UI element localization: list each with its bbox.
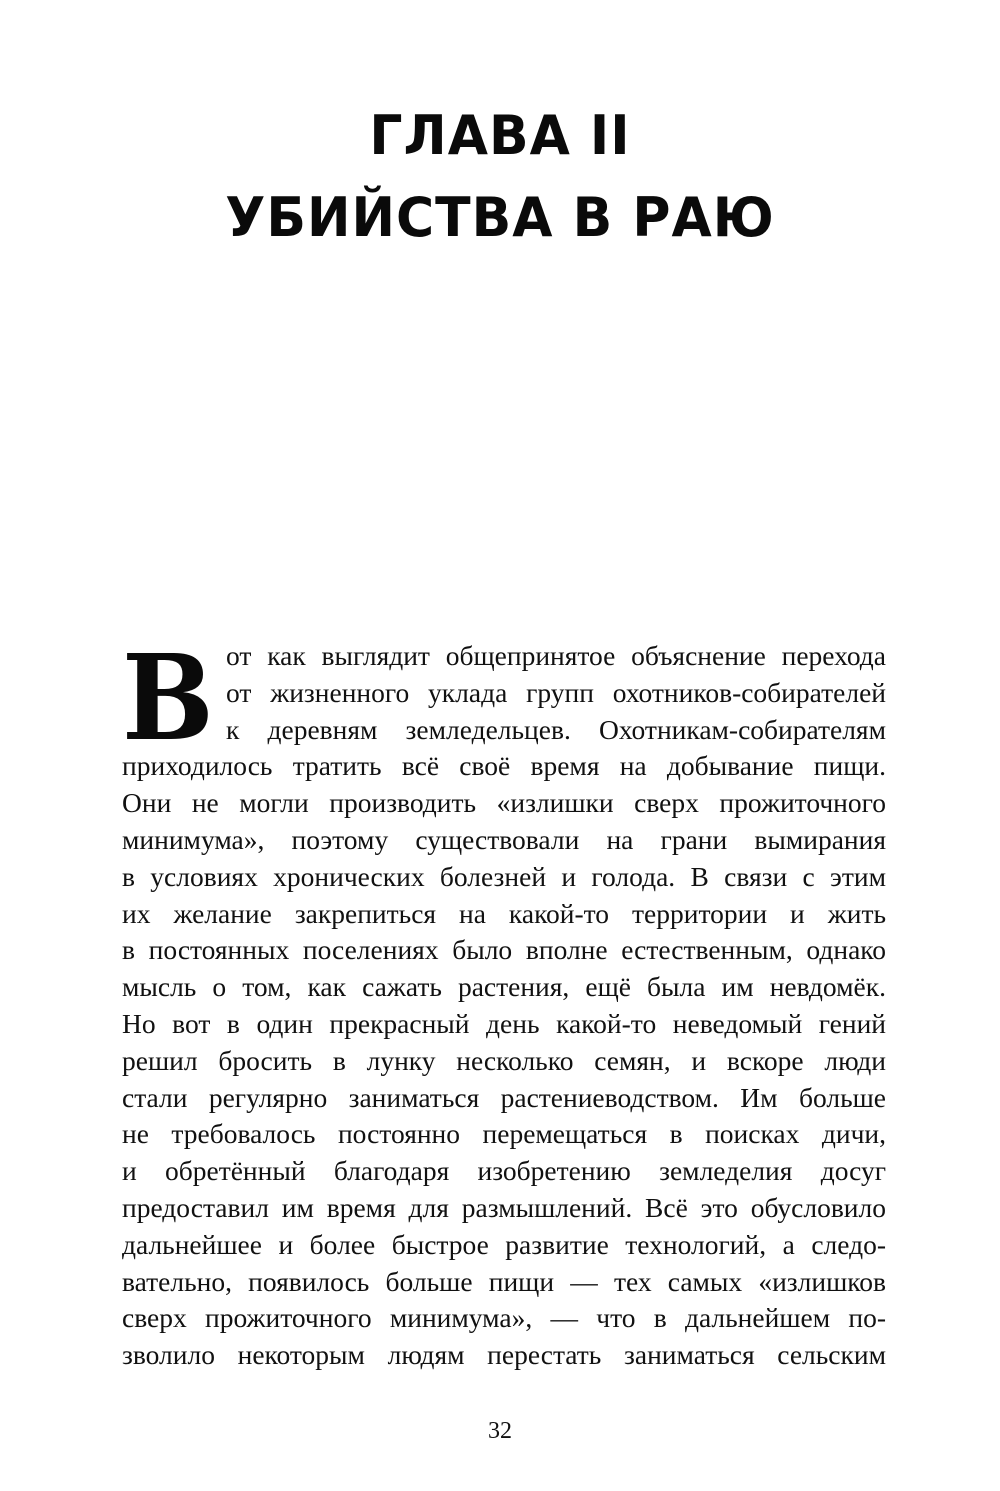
text-line: зволило некоторым людям перестать заниматься сельским: [122, 1339, 886, 1371]
text-line: мысль о том, как сажать растения, ещё была им невдомёк.: [122, 971, 886, 1003]
text-line: их желание закрепиться на какой-то территории и жить: [122, 897, 886, 929]
text-line: к деревням земледельцев. Охотникам-собирателям: [226, 713, 886, 745]
text-line: не требовалось постоянно перемещаться в поисках дичи,: [122, 1118, 886, 1150]
text-line: Но вот в один прекрасный день какой-то неведомый гений: [122, 1007, 886, 1039]
text-line: в постоянных поселениях было вполне естественным, однако: [122, 934, 886, 966]
chapter-number: ГЛАВА II: [369, 104, 631, 168]
text-line: в условиях хронических болезней и голода. В связи с этим: [122, 860, 886, 892]
text-line: дальнейшее и более быстрое развитие технологий, а следо-: [122, 1228, 886, 1260]
chapter-heading: [0, 95, 1000, 259]
text-line: от жизненного уклада групп охотников-собирателей: [226, 676, 886, 708]
text-line: сверх прожиточного минимума», — что в дальнейшем по-: [122, 1302, 886, 1334]
text-line: предоставил им время для размышлений. Всё это обусловило: [122, 1191, 886, 1223]
text-line: и обретённый благодаря изобретению земледелия досуг: [122, 1155, 886, 1187]
text-line: минимума», поэтому существовали на грани вымирания: [122, 823, 886, 855]
page-number: 32: [488, 1418, 512, 1444]
body-paragraph: [122, 628, 886, 1374]
text-line: от как выглядит общепринятое объяснение перехода: [226, 640, 886, 671]
drop-cap-letter: В: [122, 628, 214, 767]
text-line: решил бросить в лунку несколько семян, и вскоре люди: [122, 1044, 886, 1076]
text-line: Они не могли производить «излишки сверх прожиточного: [122, 787, 886, 819]
chapter-title: УБИЙСТВА В РАЮ: [225, 186, 775, 250]
text-line: приходилось тратить всё своё время на добывание пищи.: [122, 750, 886, 782]
text-line: вательно, появилось больше пищи — тех самых «излишков: [122, 1265, 886, 1297]
text-line: стали регулярно заниматься растениеводством. Им больше: [122, 1081, 886, 1113]
